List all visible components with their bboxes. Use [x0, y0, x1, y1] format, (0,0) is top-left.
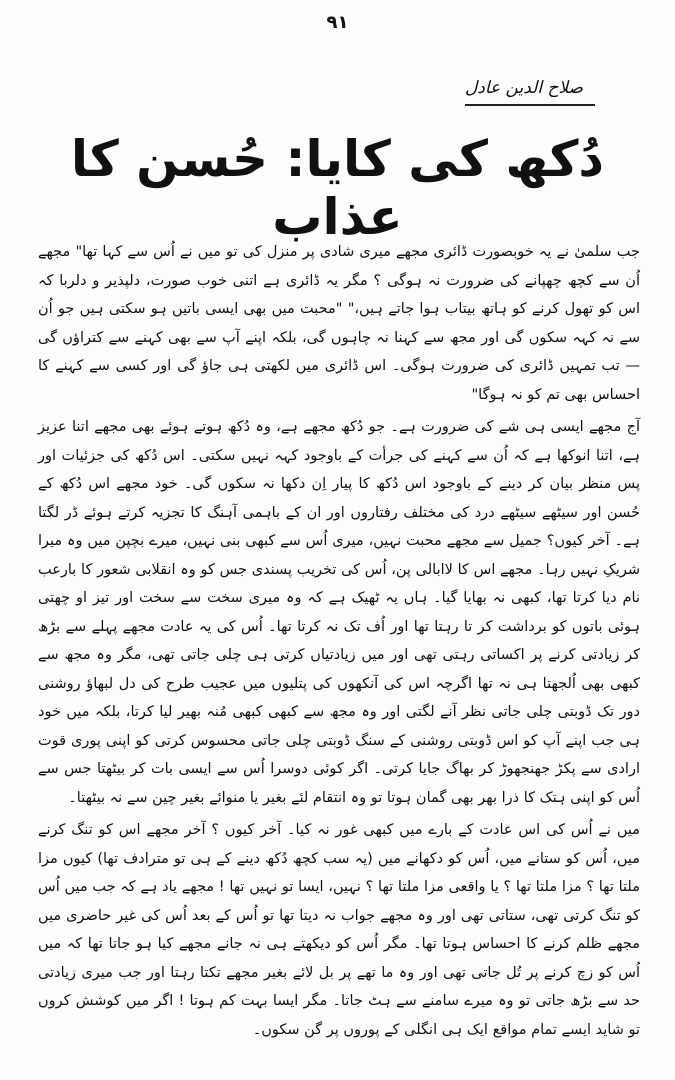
- paragraph: میں نے اُس کی اس عادت کے بارے میں کبھی غور نہ کیا۔ آخر کیوں ؟ آخر مجھے اس کو تنگ کرنے میں، اُس کو ستانے میں، اُس کو دکھانے میں (یہ سب کچھ دُکھ دینے کے ہی تو مترادف تھا) کیوں مزا ملتا تھا ؟ مزا ملتا تھا ؟ یا واقعی مزا ملتا تھا ؟ نہیں، ایسا تو نہیں تھا ! مجھے یاد ہے کہ جب میں اُس کو تنگ کرتی تھی، ستاتی تھی اور وہ مجھے جواب نہ دیتا تھا تو اُس کے بعد اُس کی غیر حاضری میں مجھے ظلم کرنے کا احساس ہوتا تھا۔ مگر اُس کو دیکھتے ہی نہ جانے مجھے کیا ہو جاتا تھا کہ میں اُس کو زچ کرنے پر تُل جاتی تھی اور وہ ما تھے پر بل لائے بغیر مجھے تکتا رہتا اور جب میری زیادتی حد سے بڑھ جاتی تو وہ میرے سامنے سے ہٹ جاتا۔ مگر ایسا بہت کم ہوتا ! اگر میں کوشش کروں تو شاید ایسے تمام مواقع ایک ہی انگلی کے پوروں پر گن سکوں۔: [38, 822, 640, 1038]
- article-body: [38, 238, 640, 1048]
- article-title: دُکھ کی کایا: حُسن کا عذاب: [70, 130, 605, 246]
- author-underline: [465, 104, 595, 106]
- paragraph: آج مجھے ایسی ہی شے کی ضرورت ہے۔ جو دُکھ مجھے ہے، وہ دُکھ ہوتے ہوئے بھی مجھے اتنا عزیز ہے، اتنا انوکھا ہے کہ اُن سے کہنے کی جرأت کے باوجود کہہ نہیں سکتی۔ اس دُکھ کی جزئیات اور پس منظر بیان کر دینے کے باوجود اس دُکھ کا پیار اِن دکھا نہ سکوں گی۔ خود مجھے اس دُکھ کے حُسن اور سیٹھے سیٹھے درد کی مختلف رفتاروں اور ان کے باہمی آہنگ کا تجزیہ کرتے ہوئے ڈر لگتا ہے۔ آخر کیوں؟ جمیل سے مجھے محبت نہیں، میری اُس سے کبھی بنی نہیں، میرے بچپن میں وہ میرا شریکِ نہیں رہا۔ مجھے اس کا لاابالی پن، اُس کی تخریب پسندی جس کو وہ انقلابی شعور کا بارعب نام دیا کرتا تھا، کبھی نہ بھایا گیا۔ ہاں یہ ٹھیک ہے کہ وہ میری سخت سے سخت اور تیز او چھتی ہوئی باتوں کو برداشت کر تا رہتا تھا اور اُف تک نہ کرتا تھا۔ اُس کی یہ عادت مجھے پہلے سے بڑھ کر زیادتی کرنے پر اکساتی رہتی تھی اور میں زیادتیاں کرتی ہی چلی جاتی تھی، مگر وہ مجھ سے کبھی بھی اُلجھتا ہی نہ تھا اگرچہ اس کی آنکھوں کی پتلیوں میں عجیب طرح کی دل لبھاؤ روشنی دور تک ڈوبتی چلی جاتی نظر آنے لگتی اور وہ مجھ سے کبھی کبھی مُنہ بھیر لیا کرتا، بلکہ میں خود ہی جب اپنے آپ کو اس ڈوبتی روشنی کے سنگ ڈوبتی چلی جاتی محسوس کرتی کو اپنی پوری قوت ارادی سے پکڑ جھنجھوڑ کر بھاگ جایا کرتی۔ اگر کوئی دوسرا اُس سے ایسی بات کر بیٹھتا جس سے اُس کو اپنی ہتک کا ذرا بھر بھی گمان ہوتا تو وہ انتقام لئے بغیر یا منوائے بغیر چین سے نہ بیٹھتا۔: [38, 419, 640, 806]
- paragraph: جب سلمیٰ نے یہ خوبصورت ڈائری مجھے میری شادی پر منزل کی تو میں نے اُس سے کہا تھا" مجھے اُن سے کچھ چھپانے کی ضرورت نہ ہوگی ؟ مگر یہ ڈائری ہے اتنی خوب صورت، دلپذیر و دلربا کہ اس کو تھول کرنے کو ہاتھ بیتاب ہوا جاتے ہیں،" "محبت میں بھی ایسی باتیں ہو سکتی ہیں جو اُن سے نہ کہہ سکوں گی اور مجھ سے کہنا نہ چاہوں گی، بلکہ اپنے آپ سے بھی کہنے سے کتراؤں گی — تب تمہیں ڈائری کی ضرورت ہوگی۔ اس ڈائری میں لکھتی ہی جاؤ گی اور کسی سے کہنے کا احساس بھی تم کو نہ ہوگا": [38, 244, 640, 403]
- page-number: ۹۱: [326, 12, 349, 33]
- author-name: صلاح الدین عادل: [464, 78, 583, 98]
